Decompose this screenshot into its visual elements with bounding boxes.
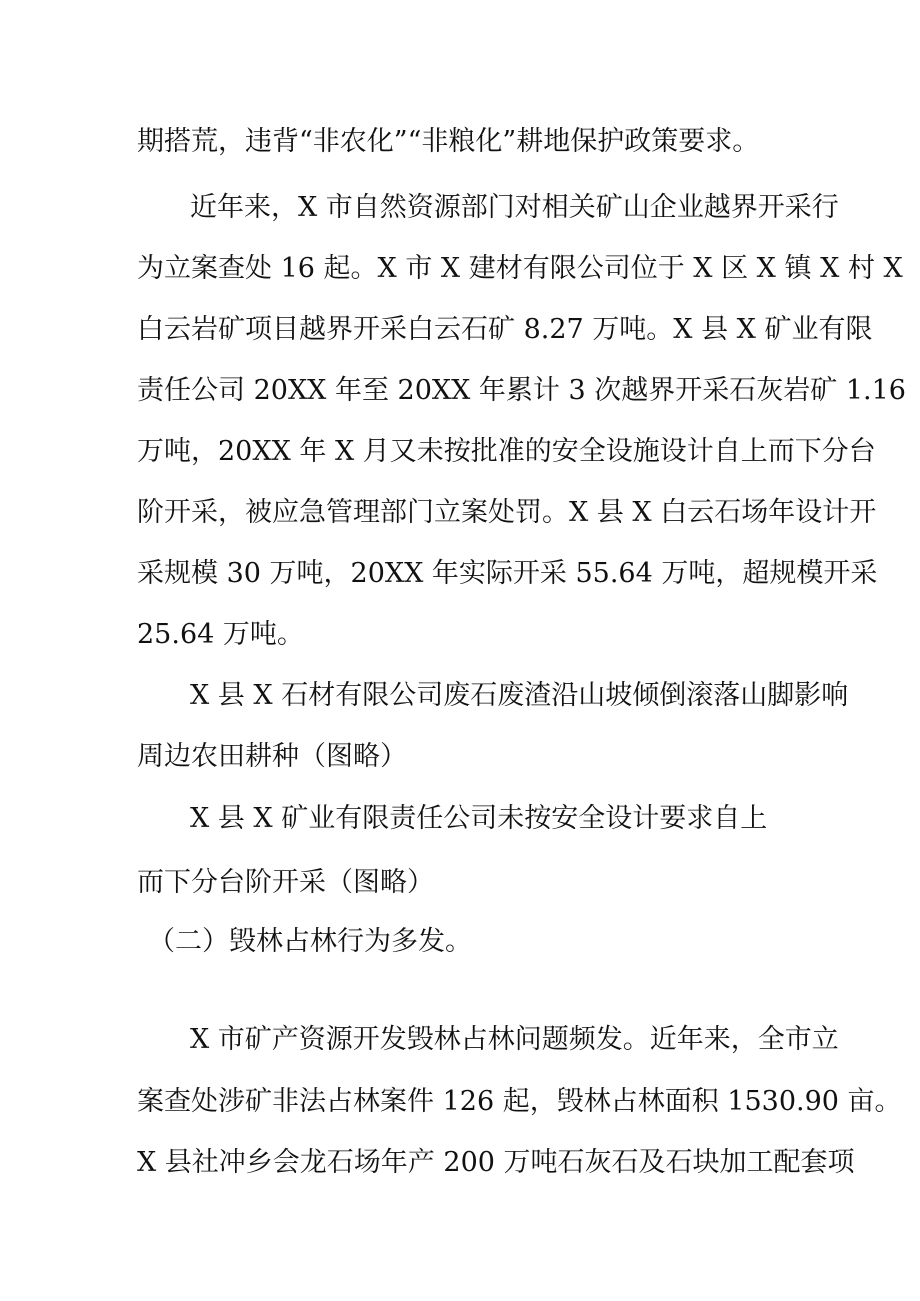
figure-caption-line: 而下分台阶开采（图略） [137,867,434,898]
section-heading: （二）毁林占林行为多发。 [148,926,472,957]
paragraph-line: 为立案查处 16 起。X 市 X 建材有限公司位于 X 区 X 镇 X 村 X [137,253,903,284]
paragraph-line: X 县社冲乡会龙石场年产 200 万吨石灰石及石块加工配套项 [137,1147,855,1178]
paragraph-line: 近年来，X 市自然资源部门对相关矿山企业越界开采行 [190,192,839,223]
paragraph-line: 万吨，20XX 年 X 月又未按批准的安全设施设计自上而下分台 [137,436,876,467]
paragraph-line: 责任公司 20XX 年至 20XX 年累计 3 次越界开采石灰岩矿 1.16 [137,375,906,406]
figure-caption-line: 周边农田耕种（图略） [137,741,407,772]
paragraph-line: 案查处涉矿非法占林案件 126 起，毁林占林面积 1530.90 亩。 [137,1086,902,1117]
figure-caption-line: X 县 X 石材有限公司废石废渣沿山坡倾倒滚落山脚影响 [190,680,849,711]
paragraph-line: X 市矿产资源开发毁林占林问题频发。近年来，全市立 [190,1024,839,1055]
paragraph-line: 阶开采，被应急管理部门立案处罚。X 县 X 白云石场年设计开 [137,497,877,528]
paragraph-line: 25.64 万吨。 [137,619,304,650]
figure-caption-line: X 县 X 矿业有限责任公司未按安全设计要求自上 [190,803,768,834]
paragraph-line: 白云岩矿项目越界开采白云石矿 8.27 万吨。X 县 X 矿业有限 [137,314,873,345]
paragraph-line: 期搭荒，违背“非农化”“非粮化”耕地保护政策要求。 [137,126,760,157]
paragraph-line: 采规模 30 万吨，20XX 年实际开采 55.64 万吨，超规模开采 [137,558,878,589]
